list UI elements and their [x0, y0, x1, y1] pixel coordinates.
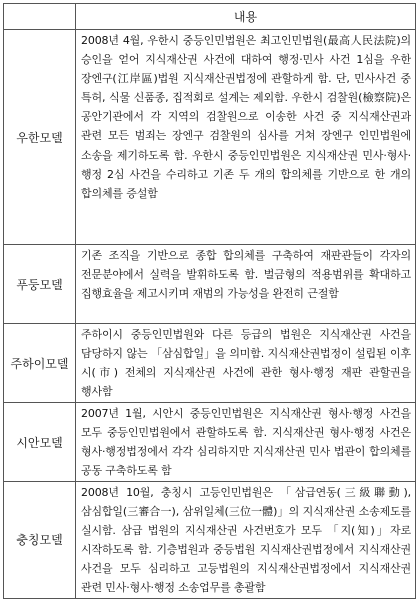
header-row	[4, 4, 416, 30]
table-row	[4, 245, 416, 324]
table-row	[4, 482, 416, 599]
model-label-zhuhai: 주하이모델	[4, 324, 76, 403]
model-content-xian: 2007년 1월, 시안시 중등인민법원은 지식재산권 형사·행정 사건을 모두 중등인민법원에서 관할하도록 함. 지식재산권 형사·행정 사건은 형사·행정법정에서 각각 심리하지만 지식재산권 민사 법관이 합의체를 공동 구축하도록 함	[76, 403, 416, 482]
table-row	[4, 403, 416, 482]
table-row	[4, 30, 416, 245]
header-content-cell: 내용	[76, 4, 416, 30]
model-label-chongqing: 충칭모델	[4, 482, 76, 599]
model-label-wuhan: 우한모델	[4, 30, 76, 245]
table-row	[4, 324, 416, 403]
model-label-xian: 시안모델	[4, 403, 76, 482]
model-content-chongqing: 2008년 10월, 충칭시 고등인민법원은 「삼급연동(三級聯動), 삼심합일(三審合一), 삼위일체(三位一體)」의 지식재산권 소송제도를 실시함. 삼급 법원의 지식재산권 사건번호가 모두 「지(知)」자로 시작하도록 함. 기층법원과 중등법원 지식재산권법정에서 지식재산권 사건을 모두 심리하고 고등법원의 지식재산권법정에서 지식재산권 관련 민사·형사·행정 소송업무를 총괄함	[76, 482, 416, 599]
model-content-zhuhai: 주하이시 중등인민법원와 다른 등급의 법원은 지식재산권 사건을 담당하지 않는 「삼심합일」을 의미함. 지식재산권법정이 설립된 이후 시(市) 전체의 지식재산권 사건에 관한 형사·행정 재판 관할권을 행사함	[76, 324, 416, 403]
header-blank-cell	[4, 4, 76, 30]
model-content-pudong: 기존 조직을 기반으로 종합 합의체를 구축하여 재판관들이 각자의 전문분야에서 실력을 발휘하도록 함. 벌금형의 적용범위를 확대하고 집행효율을 제고시키며 재범의 가능성을 완전히 근절함	[76, 245, 416, 324]
model-label-pudong: 푸둥모델	[4, 245, 76, 324]
model-content-wuhan: 2008년 4월, 우한시 중등인민법원은 최고인민법원(最高人民法院)의 승인을 얻어 지식재산권 사건에 대하여 행정·민사 사건 1심을 우한 장엔구(江岸區)법원 지식재산권법정에 관할하게 함. 단, 민사사건 중 특허, 식물 신품종, 집적회로 설계는 제외함. 우한시 검찰원(檢察院)은 공안기관에서 각 지역의 검찰원으로 이송한 사건 중 지식재산권과 관련 모든 범죄는 장엔구 검찰원의 심사를 거쳐 장엔구 인민법원에 소송을 제기하도록 함. 우한시 중등인민법원은 지식재산권 민사·형사·행정 2심 사건을 수리하고 기존 두 개의 합의체를 기반으로 한 개의 합의체를 증설함	[76, 30, 416, 245]
comparison-table	[3, 3, 416, 599]
